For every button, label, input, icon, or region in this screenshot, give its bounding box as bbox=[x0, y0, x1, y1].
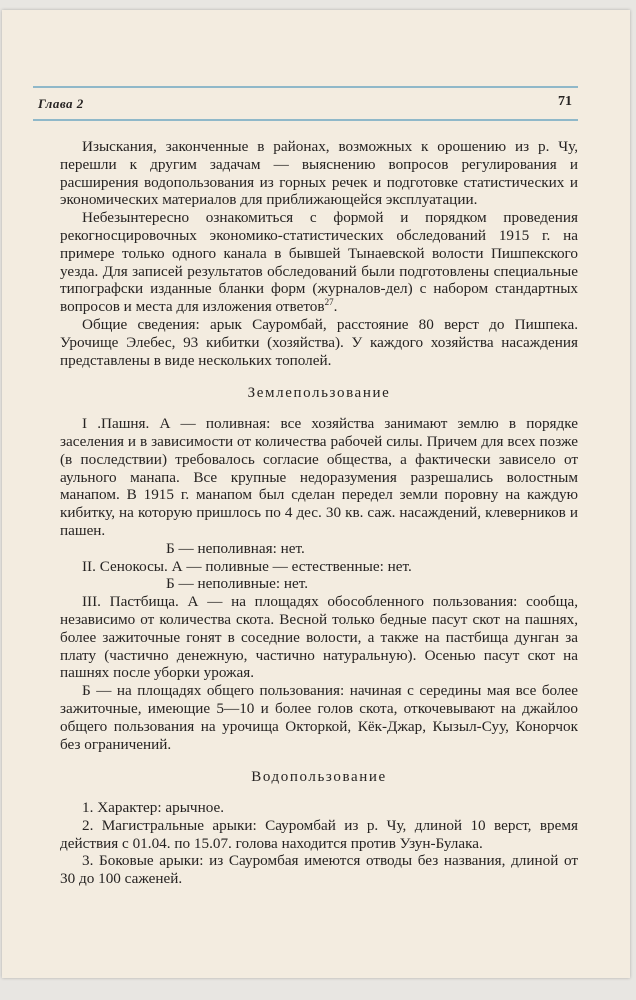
item-pasture-common: Б — на площадях общего пользования: начиная с середины мая все более зажиточные, имеющие 5—10 и более голов скота, откочевывают на джайлоо общего пользования на урочища Окторкой, Кёк-Джар, Кызыл-Суу, Конорчок без ограничений. bbox=[60, 682, 578, 753]
item-hay-nonirrigated: Б — неполивные: нет. bbox=[166, 575, 309, 593]
water-item-character: 1. Характер: арычное. bbox=[82, 799, 225, 817]
header-rule-top bbox=[33, 86, 578, 88]
footnote-reference: 27 bbox=[324, 297, 334, 308]
water-item-main-canals: 2. Магистральные арыки: Сауромбай из р. Чу, длиной 10 верст, время действия с 01.04. по 15.07. голова находится против Узун-Булака. bbox=[60, 816, 578, 852]
header-rule-bottom bbox=[33, 119, 578, 121]
item-arable-irrigated: I .Пашня. А — поливная: все хозяйства занимают землю в порядке заселения и в зависимости от количества рабочей силы. Причем для всех позже (в последствии) требовалось согласие общества, а фактически зависело от аульного манапа. Все крупные недоразумения разрешались волостным манапом. В 1915 г. манапом был сделан передел земли поровну на каждую кибитку, на которую пришлось по 4 дес. 30 кв. саж. насаждений, клеверников и пашен. bbox=[60, 415, 578, 539]
page-body bbox=[60, 138, 578, 888]
paragraph-survey-forms-text: Небезынтересно ознакомиться с формой и порядком проведения рекогносцировочных экономико-статистических обследований 1915 г. на примере только одного канала в бывшей Тынаевской волости Пишпекского уезда. Для записей результатов обследований были подготовлены специальные типографски изданные бланки форм (журналов-дел) с набором стандартных вопросов и места для изложения ответов bbox=[60, 209, 578, 316]
paragraph-general-info: Общие сведения: арык Сауромбай, расстояние 80 верст до Пишпека. Урочище Элебес, 93 кибитки (хозяйства). У каждого хозяйства насаждения представлены в виде нескольких тополей. bbox=[60, 315, 578, 369]
section-heading-land-use: Землепользование bbox=[247, 385, 391, 402]
page-number: 71 bbox=[558, 94, 572, 109]
water-item-side-canals: 3. Боковые арыки: из Сауромбая имеются отводы без названия, длиной от 30 до 100 саженей. bbox=[60, 852, 578, 888]
item-arable-nonirrigated: Б — неполивная: нет. bbox=[166, 539, 305, 557]
item-hay-irrigated: II. Сенокосы. А — поливные — естественные: нет. bbox=[82, 557, 412, 575]
chapter-running-head: Глава 2 bbox=[38, 96, 84, 111]
book-page bbox=[2, 10, 630, 978]
paragraph-surveys: Изыскания, законченные в районах, возможных к орошению из р. Чу, перешли к другим задачам — выяснению вопросов регулирования и расширения водопользования из горных речек и подготовке статистических и экономических материалов для приближающейся эксплуатации. bbox=[60, 138, 578, 209]
paragraph-survey-forms: Небезынтересно ознакомиться с формой и порядком проведения рекогносцировочных экономико-статистических обследований 1915 г. на примере только одного канала в бывшей Тынаевской волости Пишпекского уезда. Для записей результатов обследований были подготовлены специальные типографски изданные бланки форм (журналов-дел) с набором стандартных вопросов и места для изложения ответов$^{27}$. bbox=[60, 209, 578, 316]
item-pasture-private: III. Пастбища. А — на площадях обособленного пользования: сообща, независимо от количества скота. Весной только бедные пасут скот на пашнях, более зажиточные гонят в соседние волости, а также на пастбища дунган за плату (частично денежную, частично натуральную). Осенью пасут скот на пашнях после уборки урожая. bbox=[60, 593, 578, 682]
section-heading-water-use: Водопользование bbox=[251, 769, 387, 786]
